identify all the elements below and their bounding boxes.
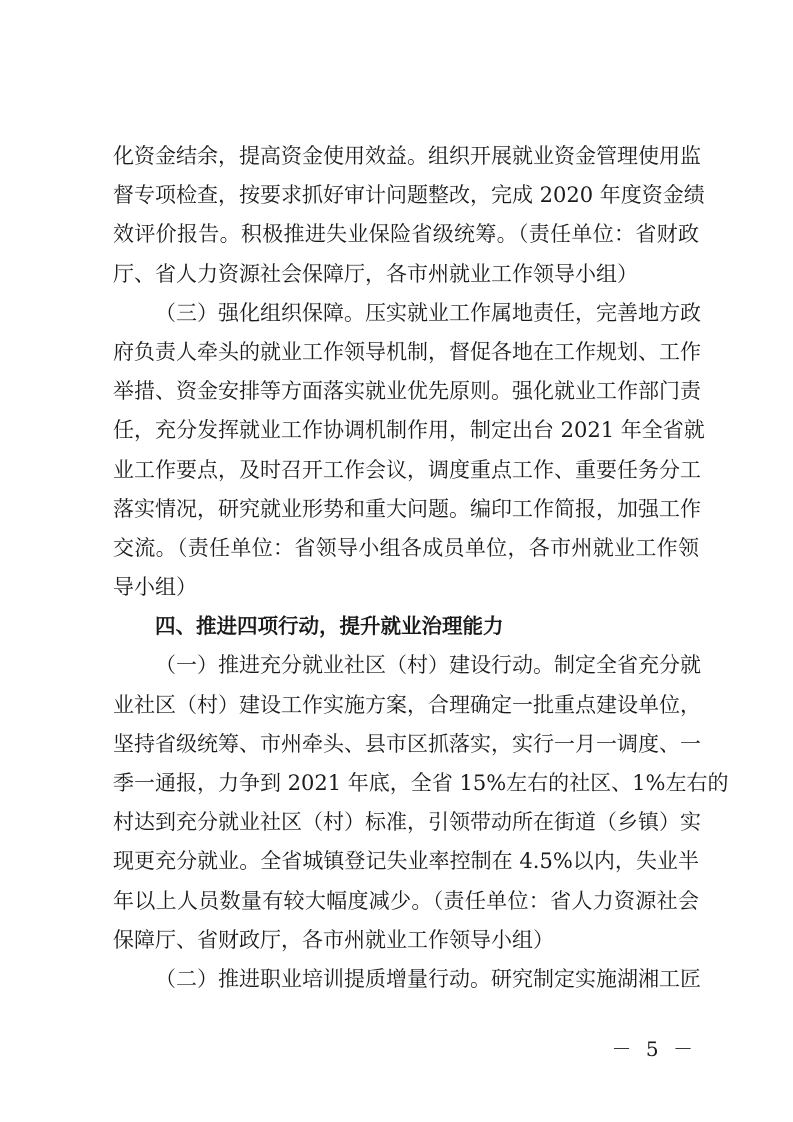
text-line: 府负责人牵头的就业工作领导机制，督促各地在工作规划、工作 bbox=[113, 339, 701, 364]
text-line: 督专项检查，按要求抓好审计问题整改，完成 2020 年度资金绩 bbox=[113, 183, 705, 208]
text-line: 举措、资金安排等方面落实就业优先原则。强化就业工作部门责 bbox=[113, 379, 701, 404]
text-line: 村达到充分就业社区（村）标准，引领带动所在街道（乡镇）实 bbox=[113, 810, 701, 835]
text-line: （二）推进职业培训提质增量行动。研究制定实施湖湘工匠 bbox=[155, 966, 701, 991]
text-line: 年以上人员数量有较大幅度减少。（责任单位：省人力资源社会 bbox=[113, 888, 699, 913]
text-line: 化资金结余，提高资金使用效益。组织开展就业资金管理使用监 bbox=[113, 144, 701, 168]
text-line: 坚持省级统筹、市州牵头、县市区抓落实，实行一月一调度、一 bbox=[113, 731, 701, 756]
text-line: 交流。（责任单位：省领导小组各成员单位，各市州就业工作领 bbox=[113, 535, 699, 560]
text-line: 业社区（村）建设工作实施方案，合理确定一批重点建设单位， bbox=[113, 692, 701, 717]
section-heading: 四、推进四项行动，提升就业治理能力 bbox=[155, 614, 504, 639]
text-line: 现更充分就业。全省城镇登记失业率控制在 4.5%以内，失业半 bbox=[113, 849, 699, 874]
text-line: 厅、省人力资源社会保障厅，各市州就业工作领导小组） bbox=[113, 261, 638, 286]
text-line: 保障厅、省财政厅，各市州就业工作领导小组） bbox=[113, 927, 554, 952]
text-line: 效评价报告。积极推进失业保险省级统筹。（责任单位：省财政 bbox=[113, 222, 699, 247]
text-line: 季一通报，力争到 2021 年底，全省 15%左右的社区、1%左右的 bbox=[113, 771, 729, 795]
text-line: （一）推进充分就业社区（村）建设行动。制定全省充分就 bbox=[155, 653, 701, 678]
page-number: － 5 － bbox=[611, 1037, 697, 1061]
text-line: 任，充分发挥就业工作协调机制作用，制定出台 2021 年全省就 bbox=[113, 418, 705, 443]
text-line: （三）强化组织保障。压实就业工作属地责任，完善地方政 bbox=[155, 300, 701, 325]
text-line: 业工作要点，及时召开工作会议，调度重点工作、重要任务分工 bbox=[113, 457, 701, 482]
text-line: 导小组） bbox=[113, 575, 197, 600]
body-text bbox=[113, 137, 729, 999]
text-line: 落实情况，研究就业形势和重大问题。编印工作简报，加强工作 bbox=[113, 496, 701, 521]
